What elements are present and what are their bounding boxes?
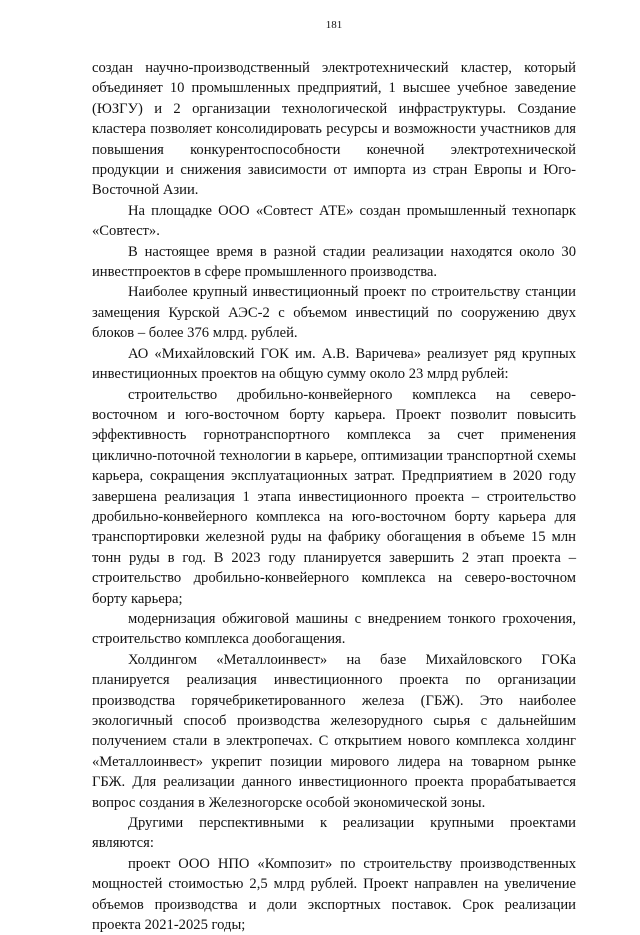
paragraph-7: модернизация обжиговой машины с внедрением тонкого грохочения, строительство комплекса дообогащения. — [92, 610, 576, 648]
paragraph-3: В настоящее время в разной стадии реализации находятся около 30 инвестпроектов в сфере промышленного производства. — [92, 243, 576, 281]
document-page — [92, 18, 576, 935]
paragraph-2: На площадке ООО «Совтест АТЕ» создан промышленный технопарк «Совтест». — [92, 202, 576, 240]
paragraph-10: проект ООО НПО «Композит» по строительству производственных мощностей стоимостью 2,5 млрд рублей. Проект направлен на увеличение объемов производства и доли экспортных поставок. Срок реализации проекта 2021-2025 годы; — [92, 855, 576, 934]
paragraph-6: строительство дробильно-конвейерного комплекса на северо-восточном и юго-восточном борту карьера. Проект позволит повысить эффективность горнотранспортного комплекса за счет применения циклично-поточной технологии в карьере, оптимизации транспортной схемы карьера, сокращения эксплуатационных затрат. Предприятием в 2020 году завершена реализация 1 этапа инвестиционного проекта – строительство дробильно-конвейерного комплекса на юго-восточном борту карьера для транспортировки железной руды на фабрику обогащения в объеме 15 млн тонн руды в год. В 2023 году планируется завершить 2 этап проекта – строительство дробильно-конвейерного комплекса на северо-восточном борту карьера; — [92, 386, 576, 607]
paragraph-4: Наиболее крупный инвестиционный проект по строительству станции замещения Курской АЭС-2 с объемом инвестиций по сооружению двух блоков – более 376 млрд. рублей. — [92, 284, 576, 342]
paragraph-8: Холдингом «Металлоинвест» на базе Михайловского ГОКа планируется реализация инвестиционного проекта по организации производства горячебрикетированного железа (ГБЖ). Это наиболее экологичный способ производства железорудного сырья с дальнейшим получением стали в электропечах. С открытием нового комплекса холдинг «Металлоинвест» укрепит позиции мирового лидера на товарном рынке ГБЖ. Для реализации данного инвестиционного проекта прорабатывается вопрос создания в Железногорске особой экономической зоны. — [92, 651, 576, 811]
paragraph-1: создан научно-производственный электротехнический кластер, который объединяет 10 промышленных предприятий, 1 высшее учебное заведение (ЮЗГУ) и 2 организации технологической инфраструктуры. Создание кластера позволяет консолидировать ресурсы и возможности участников для повышения конкурентоспособности конечной электротехнической продукции и снижения зависимости от импорта из стран Европы и Юго-Восточной Азии. — [92, 60, 576, 199]
paragraph-9: Другими перспективными к реализации крупными проектами являются: — [92, 815, 576, 852]
paragraph-5: АО «Михайловский ГОК им. А.В. Варичева» реализует ряд крупных инвестиционных проектов на общую сумму около 23 млрд рублей: — [92, 345, 576, 383]
page-number: 181 — [325, 19, 343, 31]
